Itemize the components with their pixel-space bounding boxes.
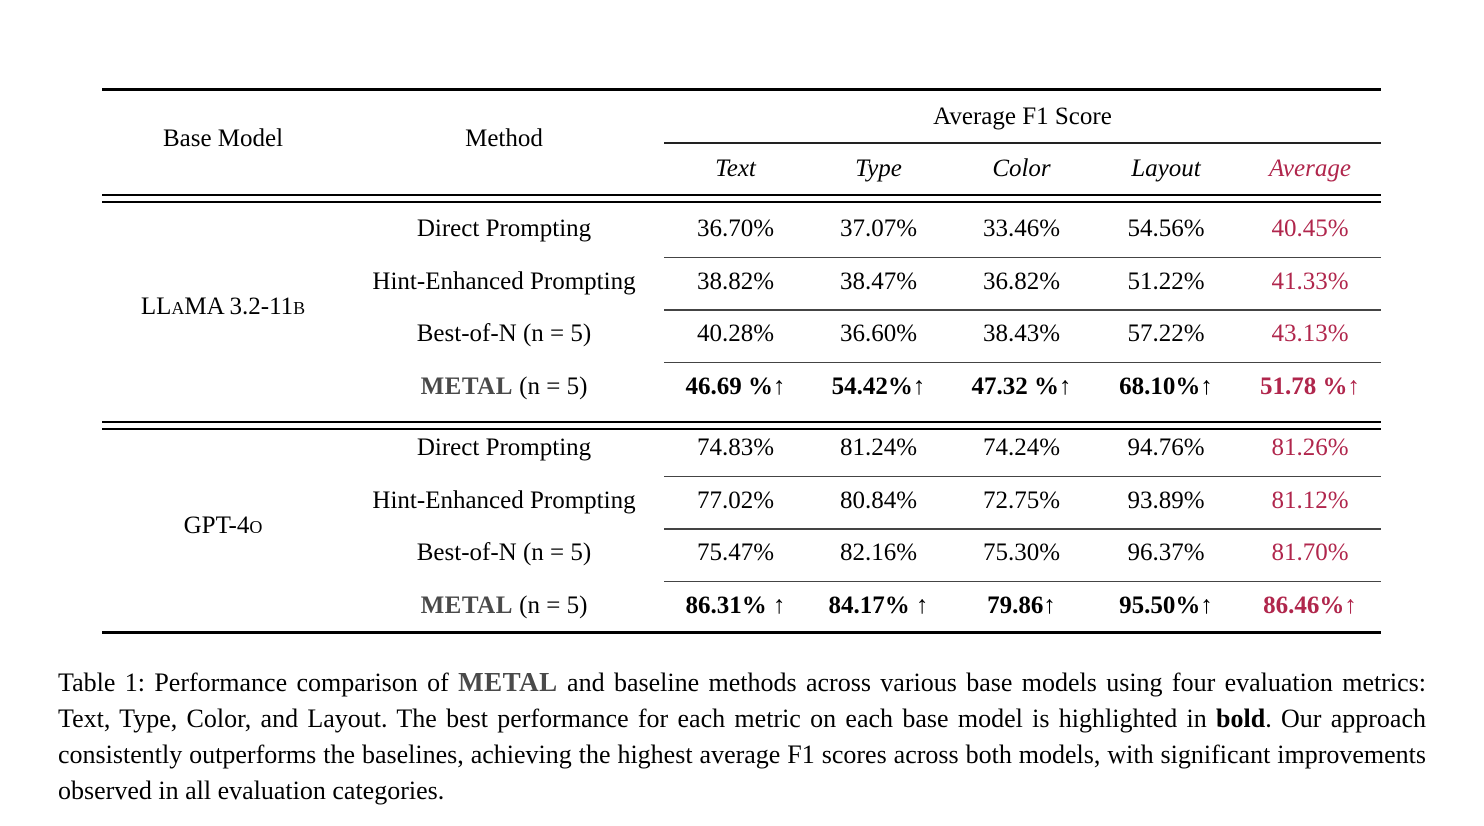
method-suffix: (n = 5) xyxy=(512,591,588,619)
score-layout: 95.50%↑ xyxy=(1119,591,1213,619)
method-name: Hint-Enhanced Prompting xyxy=(372,486,636,514)
method-name: Best-of-N (n = 5) xyxy=(416,320,592,347)
header-double-rule-1 xyxy=(102,194,1381,196)
header-cmidrule xyxy=(664,142,1381,144)
method-name: METAL xyxy=(420,372,513,400)
score-text: 74.83% xyxy=(696,434,775,461)
header-metric-type: Type xyxy=(855,155,902,182)
method-label xyxy=(344,433,664,463)
table-caption xyxy=(58,664,1426,809)
method-label xyxy=(344,214,664,244)
score-text: 36.70% xyxy=(696,215,775,242)
score-average: 40.45% xyxy=(1271,215,1349,242)
score-average: 86.46%↑ xyxy=(1263,591,1357,619)
row-divider xyxy=(664,257,1381,259)
row-divider xyxy=(664,309,1381,311)
score-average: 43.13% xyxy=(1271,320,1349,347)
score-text: 38.82% xyxy=(696,267,775,295)
method-metal xyxy=(344,591,664,621)
header-double-rule-2 xyxy=(102,201,1381,203)
method-label xyxy=(344,538,664,568)
score-color: 74.24% xyxy=(982,434,1061,461)
score-layout: 94.76% xyxy=(1127,434,1205,461)
row-divider xyxy=(664,528,1381,530)
caption-text-2: and baseline methods across various base models using four evaluation metrics: Text, Type, Color, and Layout. The best performance for each metric on each base model is highlighted in xyxy=(58,668,1426,733)
score-average: 81.26% xyxy=(1271,434,1349,461)
score-layout: 96.37% xyxy=(1127,539,1205,566)
caption-bold: bold xyxy=(1216,704,1266,733)
score-color: 33.46% xyxy=(982,215,1061,242)
base-model-label: LLaMA 3.2-11b xyxy=(140,293,306,320)
score-average: 81.12% xyxy=(1271,486,1349,514)
score-layout: 93.89% xyxy=(1127,486,1205,514)
top-rule xyxy=(102,88,1381,91)
header-base-model: Base Model xyxy=(162,125,284,152)
score-type: 80.84% xyxy=(839,486,918,514)
score-type: 54.42%↑ xyxy=(831,372,926,400)
score-type: 37.07% xyxy=(839,215,918,242)
caption-text-1: Table 1: Performance comparison of xyxy=(58,668,459,697)
score-text: 75.47% xyxy=(696,539,775,566)
method-name: Direct Prompting xyxy=(416,434,592,461)
method-name: Hint-Enhanced Prompting xyxy=(372,267,636,295)
score-text: 46.69 %↑ xyxy=(685,372,786,400)
group-double-rule-1 xyxy=(102,421,1381,423)
score-type: 84.17% ↑ xyxy=(828,591,929,619)
row-divider xyxy=(664,362,1381,364)
method-name: Direct Prompting xyxy=(416,215,592,242)
header-metric-color: Color xyxy=(992,155,1051,182)
group-double-rule-2 xyxy=(102,428,1381,430)
score-type: 82.16% xyxy=(839,539,918,566)
row-divider xyxy=(664,476,1381,478)
header-method: Method xyxy=(465,125,543,152)
row-divider xyxy=(664,581,1381,583)
score-color: 47.32 %↑ xyxy=(971,372,1072,400)
score-color: 38.43% xyxy=(982,320,1061,347)
score-layout: 54.56% xyxy=(1127,215,1205,242)
score-color: 79.86↑ xyxy=(987,591,1056,619)
score-type: 81.24% xyxy=(839,434,918,461)
method-metal xyxy=(344,372,664,402)
score-average: 81.70% xyxy=(1271,539,1349,566)
score-color: 75.30% xyxy=(982,539,1061,566)
score-layout: 68.10%↑ xyxy=(1119,372,1213,400)
score-average: 41.33% xyxy=(1271,267,1349,295)
method-name: METAL xyxy=(420,591,513,619)
score-text: 77.02% xyxy=(696,486,775,514)
score-color: 72.75% xyxy=(982,486,1061,514)
score-text: 86.31% ↑ xyxy=(685,591,786,619)
base-model-label: GPT-4o xyxy=(183,512,263,539)
bottom-rule xyxy=(102,631,1381,634)
score-type: 36.60% xyxy=(839,320,918,347)
header-metric-text: Text xyxy=(715,155,756,182)
method-name: Best-of-N (n = 5) xyxy=(416,539,592,566)
score-color: 36.82% xyxy=(982,267,1061,295)
header-group-average-f1: Average F1 Score xyxy=(933,103,1112,130)
method-suffix: (n = 5) xyxy=(512,372,588,400)
method-label xyxy=(344,319,664,349)
caption-metal: METAL xyxy=(458,667,558,697)
header-metric-average: Average xyxy=(1269,155,1351,182)
score-text: 40.28% xyxy=(696,320,775,347)
header-metric-layout: Layout xyxy=(1131,155,1201,182)
score-average: 51.78 %↑ xyxy=(1260,372,1360,400)
score-layout: 57.22% xyxy=(1127,320,1205,347)
score-type: 38.47% xyxy=(839,267,918,295)
method-label xyxy=(344,267,664,297)
score-layout: 51.22% xyxy=(1127,267,1205,295)
method-label xyxy=(344,486,664,516)
caption-text-3: . Our approach consistently outperforms the baselines, achieving the highest average F1 scores across both models, with significant improvements observed in all evaluation categories. xyxy=(58,704,1426,805)
